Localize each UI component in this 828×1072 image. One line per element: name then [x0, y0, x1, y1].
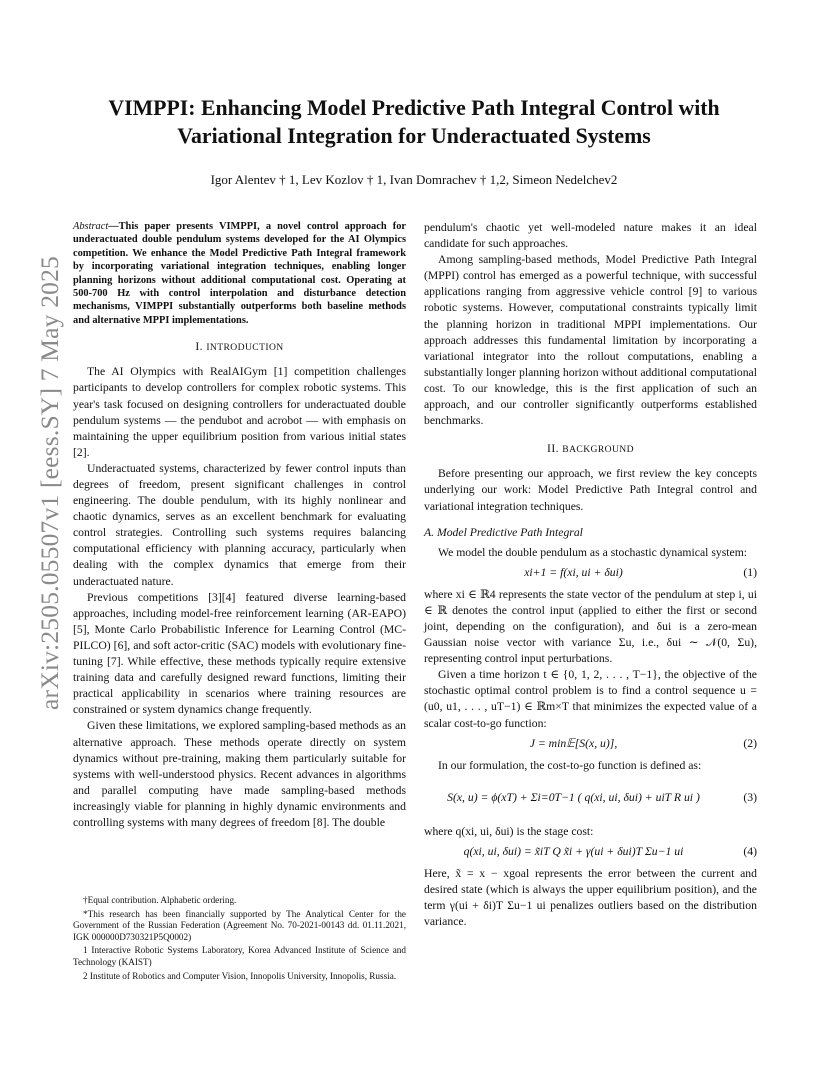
paragraph: In our formulation, the cost-to-go function is defined as: — [438, 758, 702, 772]
paragraph: Here, x̃ = x − xgoal represents the error between the current and desired state (which is always the upper equilibrium position), and the term γ(ui + δi)T Σu−1 ui penalizes outliers based on the distribution variance. — [424, 866, 757, 929]
equation-2 — [424, 734, 757, 756]
arxiv-stamp-text: arXiv:2505.05507v1 [eess.SY] 7 May 2025 — [35, 255, 64, 710]
equation-number: (2) — [743, 736, 757, 750]
paragraph: Before presenting our approach, we first review the key concepts underlying our work: Model Predictive Path Integral control and variational integration techniques. — [424, 467, 757, 513]
equation-1 — [424, 563, 757, 585]
equation-3 — [424, 776, 757, 822]
equation-number: (1) — [743, 565, 757, 579]
subsection-heading-mppi: A. Model Predictive Path Integral — [424, 525, 583, 539]
section-heading-background — [424, 441, 757, 458]
equation-body: J = min𝔼[S(x, u)], — [529, 736, 618, 750]
right-column — [424, 220, 757, 930]
section-title: BACKGROUND — [562, 444, 634, 456]
section-number: II. — [547, 442, 559, 456]
paper-title: VIMPPI: Enhancing Model Predictive Path Integral Control with Variational Integration for Underactuated Systems — [108, 96, 720, 148]
abstract — [73, 220, 406, 327]
equation-4 — [424, 842, 757, 864]
left-column — [73, 220, 406, 831]
section-number: I. — [195, 340, 203, 354]
paragraph: Given a time horizon t ∈ {0, 1, 2, . . . , T−1}, the objective of the stochastic optimal control problem is to find a control sequence u = (u0, u1, . . . , uT−1) ∈ ℝm×T that minimizes the expected value of a scalar cost-to-go function: — [424, 668, 757, 730]
section-heading-introduction — [73, 339, 406, 356]
paragraph: The AI Olympics with RealAIGym [1] competition challenges participants to develop controllers for complex robotic systems. This year's task focused on designing controllers for underactuated double pendulum systems — the pendubot and acrobot — with emphasis on maintaining the upper equilibrium position from various initial states [2]. — [73, 365, 406, 459]
equation-number: (3) — [743, 790, 757, 804]
paper-authors: Igor Alentev † 1, Lev Kozlov † 1, Ivan Domrachev † 1,2, Simeon Nedelchev2 — [210, 172, 618, 187]
footnote: *This research has been financially supported by The Analytical Center for the Government of the Russian Federation (Agreement No. 70-2021-00143 dd. 01.11.2021, IGK 000000D730321P5Q0002) — [73, 908, 406, 942]
equation-body: S(x, u) = ϕ(xT) + Σi=0T−1 ( q(xi, ui, δui) + uiT R ui ) — [447, 790, 700, 804]
equation-number: (4) — [743, 844, 757, 858]
paragraph: Previous competitions [3][4] featured diverse learning-based approaches, including model-free reinforcement learning (AR-EAPO) [5], Monte Carlo Probabilistic Inference for Learning Control (MC-PILCO) [6], and soft actor-critic (SAC) models with evolutionary fine-tuning [7]. While effective, these methods typically require extensive training data and carefully designed reward functions, limiting their practical applicability in scenarios where training resources are constrained or system dynamics change frequently. — [73, 590, 406, 717]
paragraph: Given these limitations, we explored sampling-based methods as an alternative approach. These methods operate directly on system dynamics without pre-training, making them particularly suitable for systems with well-understood physics. Recent advances in algorithms and parallel computing have made sampling-based methods increasingly viable for planning in highly dynamic environments and controlling systems with many degrees of freedom [8]. The double — [73, 719, 406, 829]
footnote: 1 Interactive Robotic Systems Laboratory, Korea Advanced Institute of Science and Technology (KAIST) — [73, 945, 406, 967]
paragraph: where xi ∈ ℝ4 represents the state vector of the pendulum at step i, ui ∈ ℝ denotes the control input (applied to either the first or second joint, depending on the configuration), and δui is a zero-mean Gaussian noise vector with variance Σu, i.e., δui ∼ 𝒩(0, Σu), representing control input perturbations. — [424, 587, 757, 666]
paragraph: where q(xi, ui, δui) is the stage cost: — [424, 824, 594, 838]
footnote: †Equal contribution. Alphabetic ordering. — [83, 895, 237, 905]
abstract-label: Abstract — [73, 221, 109, 232]
footnote: 2 Institute of Robotics and Computer Vision, Innopolis University, Innopolis, Russia. — [83, 970, 397, 981]
arxiv-stamp — [10, 240, 64, 710]
section-title: INTRODUCTION — [206, 342, 284, 354]
abstract-text: —This paper presents VIMPPI, a novel control approach for underactuated double pendulum systems developed for the AI Olympics competition. We enhance the Model Predictive Path Integral framework by incorporating variational integration techniques, enabling longer planning horizons without additional computational cost. Operating at 500-700 Hz with control interpolation and disturbance detection mechanisms, VIMPPI substantially outperforms both baseline methods and alternative MPPI implementations. — [73, 221, 406, 326]
paragraph: Among sampling-based methods, Model Predictive Path Integral (MPPI) control has emerged as a powerful technique, with successful applications ranging from aggressive vehicle control [9] to various robotic systems. However, computational constraints typically limit the planning horizon in traditional MPPI implementations. Our approach addresses this fundamental limitation by incorporating a variational integrator into the rollout computations, enabling a substantially longer planning horizon without additional computational cost. To our knowledge, this is the first application of such an approach, and our controller significantly outperforms established benchmarks. — [424, 253, 757, 428]
paragraph: Underactuated systems, characterized by fewer control inputs than degrees of freedom, present significant challenges in control engineering. The double pendulum, with its highly nonlinear and chaotic dynamics, serves as an excellent benchmark for evaluating control strategies. Controlling such systems requires balancing computational efficiency with planning accuracy, particularly when dealing with the complex dynamics that emerge from their underactuated nature. — [73, 461, 406, 588]
equation-body: q(xi, ui, δui) = x̃iT Q x̃i + γ(ui + δui)T Σu−1 ui — [463, 844, 684, 858]
equation-body: xi+1 = f(xi, ui + δui) — [524, 565, 623, 579]
footnotes — [73, 895, 406, 984]
paragraph: We model the double pendulum as a stochastic dynamical system: — [438, 545, 748, 559]
paragraph: pendulum's chaotic yet well-modeled nature makes it an ideal candidate for such approaches. — [424, 221, 757, 251]
